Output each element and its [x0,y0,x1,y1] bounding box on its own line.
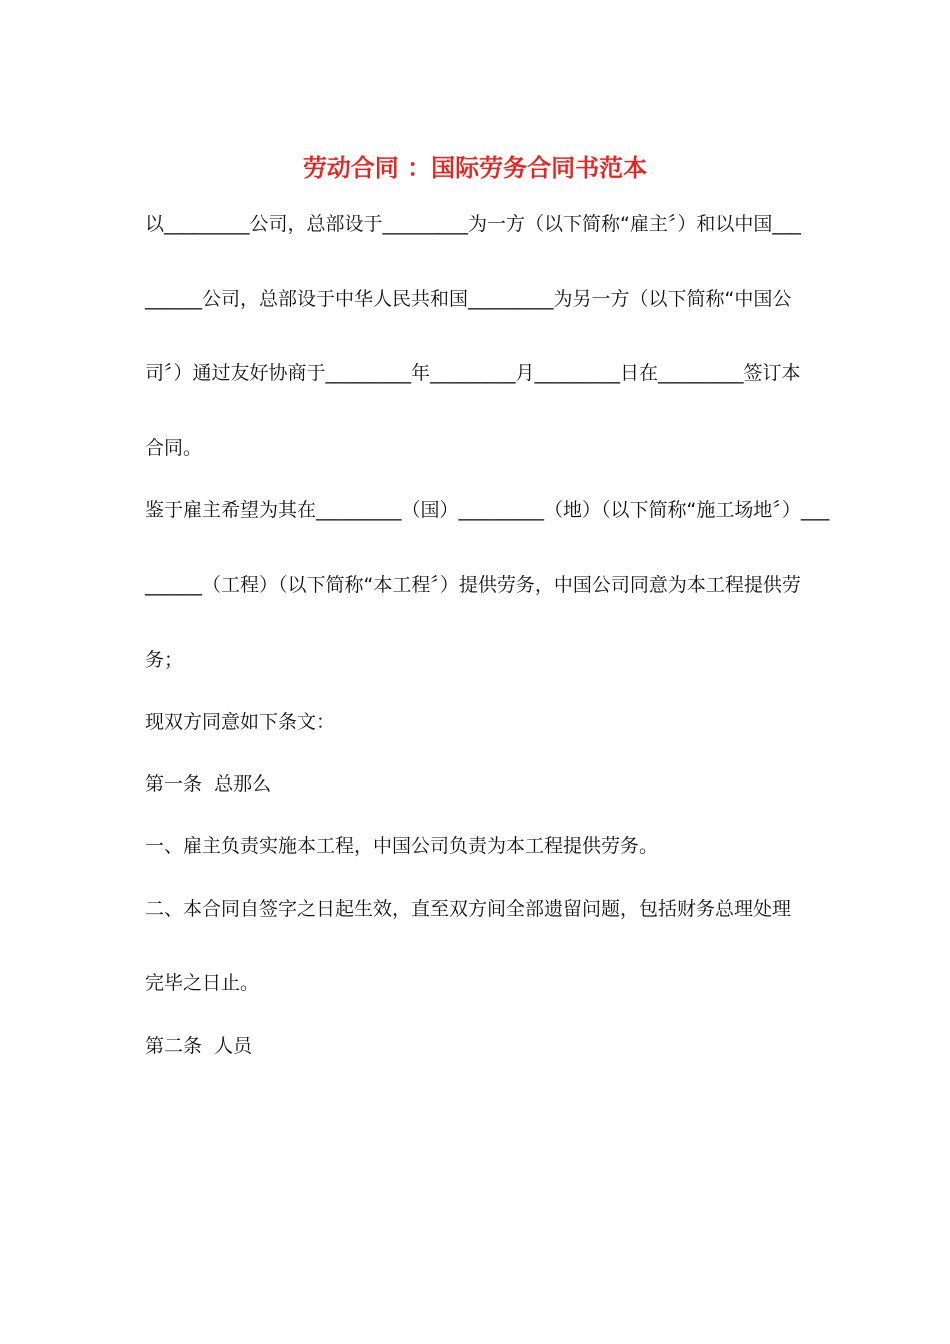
paragraph-line: 合同。 [145,437,203,459]
paragraph-line: 二、本合同自签字之日起生效，直至双方间全部遗留问题，包括财务总理处理 [145,898,792,920]
paragraph-line: 一、雇主负责实施本工程，中国公司负责为本工程提供劳务。 [145,835,659,857]
paragraph-line: 司〞）通过友好协商于_________年_________月_________日在_________签订本 [145,362,801,384]
paragraph-line: 完毕之日止。 [145,972,260,994]
section-heading: 第一条 总那么 [145,773,272,795]
paragraph-line: 务； [145,649,184,671]
paragraph-line: 鉴于雇主希望为其在_________（国）_________（地）（以下简称“施工场地〞）___ [145,499,830,521]
document-title: 劳动合同 ：国际劳务合同书范本 [302,154,648,182]
paragraph-line: 以_________公司，总部设于_________为一方（以下简称“雇主〞）和以中国___ [145,213,801,235]
section-heading: 第二条 人员 [145,1035,253,1057]
paragraph-line: ______（工程）（以下简称“本工程〞）提供劳务，中国公司同意为本工程提供劳 [145,574,801,596]
paragraph-line: 现双方同意如下条文： [145,711,336,733]
paragraph-line: ______公司，总部设于中华人民共和国_________为另一方（以下简称“中国公 [145,288,792,310]
